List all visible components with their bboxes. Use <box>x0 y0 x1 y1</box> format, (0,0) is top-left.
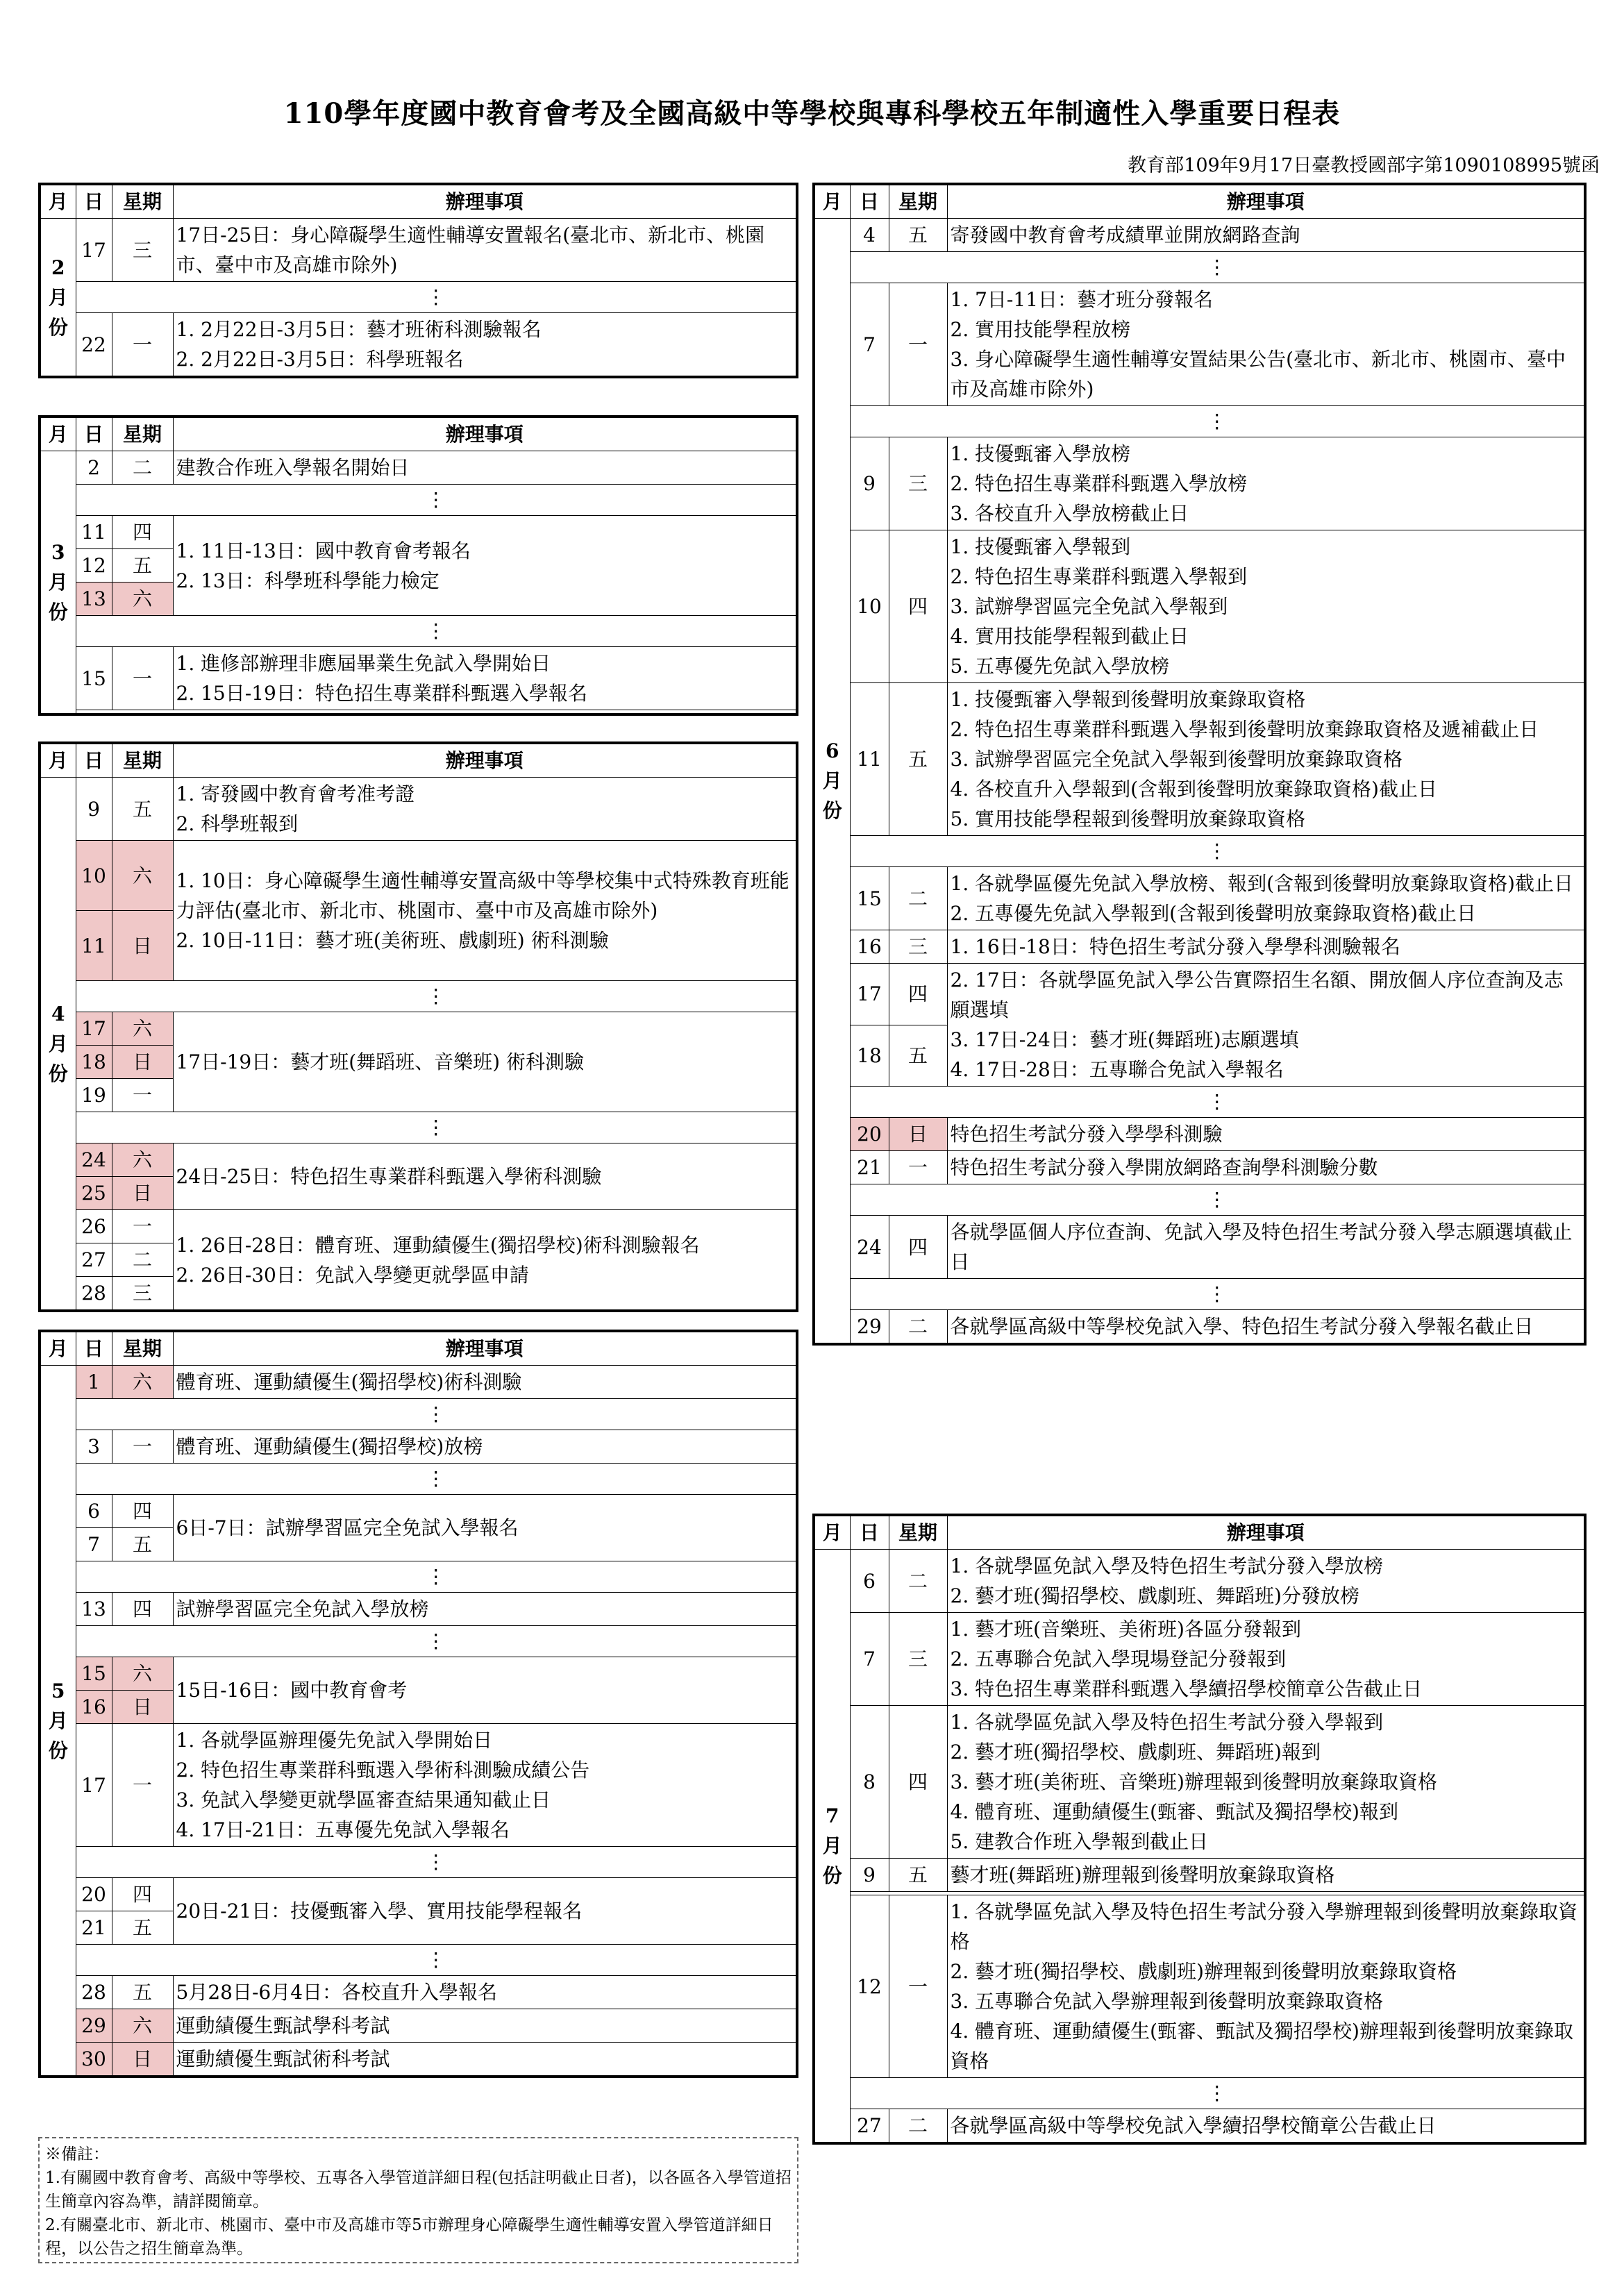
table-row <box>40 1495 797 1528</box>
header-day: 日 <box>76 743 112 778</box>
table-row <box>40 313 797 378</box>
weekday-cell: 六 <box>112 1657 173 1691</box>
header-event: 辦理事項 <box>947 1515 1585 1550</box>
gap-row <box>814 406 1585 437</box>
weekday-cell: 日 <box>112 1177 173 1210</box>
notes-heading: ※備註： <box>45 2145 109 2163</box>
header-month: 月 <box>40 743 76 778</box>
gap-mark: ⋮ <box>76 1847 797 1878</box>
gap-row <box>40 981 797 1012</box>
gap-row <box>40 1399 797 1430</box>
gap-row <box>814 1087 1585 1118</box>
day-cell: 6 <box>76 1495 112 1528</box>
header-day: 日 <box>76 184 112 219</box>
gap-mark: ⋮ <box>850 836 1585 867</box>
weekday-cell: 一 <box>112 1210 173 1243</box>
weekday-cell: 四 <box>112 1495 173 1528</box>
gap-row <box>40 616 797 647</box>
day-cell: 29 <box>76 2009 112 2043</box>
event-cell: 6日-7日：試辦學習區完全免試入學報名 <box>173 1495 797 1561</box>
day-cell: 15 <box>76 1657 112 1691</box>
table-row <box>40 1724 797 1847</box>
gap-row <box>814 836 1585 867</box>
weekday-cell: 一 <box>112 1430 173 1464</box>
weekday-cell: 一 <box>112 647 173 710</box>
table-row <box>814 1216 1585 1279</box>
weekday-cell: 三 <box>889 437 947 530</box>
weekday-cell: 四 <box>889 964 947 1025</box>
table-row <box>40 1143 797 1177</box>
header-day: 日 <box>76 1331 112 1366</box>
table-header <box>40 743 797 778</box>
weekday-cell: 四 <box>889 1706 947 1859</box>
day-cell: 11 <box>76 516 112 549</box>
weekday-cell: 三 <box>889 1613 947 1706</box>
day-cell: 24 <box>850 1216 889 1279</box>
weekday-cell: 六 <box>112 1012 173 1046</box>
day-cell: 17 <box>850 964 889 1025</box>
event-cell: 5月28日-6月4日：各校直升入學報名 <box>173 1976 797 2009</box>
event-cell: 特色招生考試分發入學開放網路查詢學科測驗分數 <box>947 1151 1585 1184</box>
gap-mark: ⋮ <box>76 282 797 313</box>
header-month: 月 <box>40 417 76 451</box>
weekday-cell: 二 <box>889 1550 947 1613</box>
gap-row <box>814 1279 1585 1310</box>
header-weekday: 星期 <box>112 1331 173 1366</box>
table-row <box>40 841 797 911</box>
day-cell: 20 <box>850 1118 889 1151</box>
day-cell: 7 <box>850 283 889 406</box>
gap-mark: ⋮ <box>850 1087 1585 1118</box>
event-cell: 1. 10日：身心障礙學生適性輔導安置高級中等學校集中式特殊教育班能力評估(臺北市、新北市、桃園市、臺中市及高雄市除外) 2. 10日-11日：藝才班(美術班、戲劇班) 術科測驗 <box>173 841 797 981</box>
day-cell: 17 <box>76 1012 112 1046</box>
gap-mark: ⋮ <box>76 1945 797 1976</box>
february-table <box>38 183 798 378</box>
event-cell: 1. 各就學區優先免試入學放榜、報到(含報到後聲明放棄錄取資格)截止日 2. 五專優先免試入學報到(含報到後聲明放棄錄取資格)截止日 <box>947 867 1585 930</box>
day-cell: 3 <box>76 1430 112 1464</box>
table-row <box>40 451 797 485</box>
gap-mark: ⋮ <box>850 1184 1585 1216</box>
weekday-cell: 日 <box>112 911 173 981</box>
weekday-cell: 二 <box>889 1310 947 1345</box>
gap-row <box>40 1561 797 1593</box>
page-title: 110學年度國中教育會考及全國高級中等學校與專科學校五年制適性入學重要日程表 <box>283 97 1341 130</box>
weekday-cell: 四 <box>889 1216 947 1279</box>
day-cell: 15 <box>850 867 889 930</box>
day-cell: 8 <box>850 1706 889 1859</box>
gap-row <box>40 485 797 516</box>
event-cell: 試辦學習區完全免試入學放榜 <box>173 1593 797 1626</box>
weekday-cell: 五 <box>112 778 173 841</box>
event-cell: 17日-25日：身心障礙學生適性輔導安置報名(臺北市、新北市、桃園市、臺中市及高雄市除外) <box>173 219 797 282</box>
day-cell: 7 <box>850 1613 889 1706</box>
weekday-cell: 六 <box>112 841 173 911</box>
table-row <box>40 516 797 549</box>
weekday-cell: 六 <box>112 583 173 616</box>
day-cell: 18 <box>76 1046 112 1079</box>
table-row <box>40 1012 797 1046</box>
header-event: 辦理事項 <box>173 184 797 219</box>
gap-row <box>40 1626 797 1657</box>
day-cell: 12 <box>850 1895 889 2078</box>
gap-row <box>40 1112 797 1143</box>
gap-mark: ⋮ <box>76 1464 797 1495</box>
gap-row <box>40 1847 797 1878</box>
event-cell: 1. 26日-28日：體育班、運動績優生(獨招學校)術科測驗報名 2. 26日-30日：免試入學變更就學區申請 <box>173 1210 797 1312</box>
weekday-cell: 二 <box>112 451 173 485</box>
day-cell: 9 <box>76 778 112 841</box>
gap-row <box>40 1464 797 1495</box>
event-cell: 1. 2月22日-3月5日：藝才班術科測驗報名 2. 2月22日-3月5日：科學班報名 <box>173 313 797 378</box>
event-cell: 1. 各就學區免試入學及特色招生考試分發入學報到 2. 藝才班(獨招學校、戲劇班、舞蹈班)報到 3. 藝才班(美術班、音樂班)辦理報到後聲明放棄錄取資格 4. 體育班、運動績優生(甄審、甄試及獨招學校)報到 5. 建教合作班入學報到截止日 <box>947 1706 1585 1859</box>
table-row <box>40 1976 797 2009</box>
header-month: 月 <box>40 1331 76 1366</box>
header-weekday: 星期 <box>889 184 947 219</box>
table-header <box>814 184 1585 219</box>
event-cell: 1. 寄發國中教育會考准考證 2. 科學班報到 <box>173 778 797 841</box>
day-cell: 10 <box>76 841 112 911</box>
table-header <box>40 184 797 219</box>
event-cell: 運動績優生甄試學科考試 <box>173 2009 797 2043</box>
weekday-cell: 日 <box>112 1691 173 1724</box>
header-weekday: 星期 <box>112 417 173 451</box>
table-header <box>814 1515 1585 1550</box>
july-table <box>812 1514 1587 2145</box>
weekday-cell: 二 <box>889 867 947 930</box>
header-weekday: 星期 <box>112 184 173 219</box>
day-cell: 22 <box>76 313 112 378</box>
weekday-cell: 四 <box>112 1878 173 1911</box>
day-cell: 16 <box>850 930 889 964</box>
weekday-cell: 三 <box>112 1277 173 1312</box>
weekday-cell: 二 <box>889 2109 947 2144</box>
month-label: 3 月 份 <box>40 451 76 715</box>
gap-mark: ⋮ <box>76 1112 797 1143</box>
gap-row <box>814 2078 1585 2109</box>
gap-mark: ⋮ <box>850 1279 1585 1310</box>
gap-filler <box>76 710 797 715</box>
day-cell: 29 <box>850 1310 889 1345</box>
header-event: 辦理事項 <box>947 184 1585 219</box>
weekday-cell: 日 <box>889 1118 947 1151</box>
month-label: 4 月 份 <box>40 778 76 1312</box>
weekday-cell: 日 <box>112 1046 173 1079</box>
day-cell: 21 <box>850 1151 889 1184</box>
event-cell: 2. 17日：各就學區免試入學公告實際招生名額、開放個人序位查詢及志願選填 3. 17日-24日：藝才班(舞蹈班)志願選填 4. 17日-28日：五專聯合免試入學報名 <box>947 964 1585 1087</box>
event-cell: 各就學區高級中等學校免試入學續招學校簡章公告截止日 <box>947 2109 1585 2144</box>
table-row <box>814 283 1585 406</box>
header-month: 月 <box>814 1515 850 1550</box>
event-cell: 17日-19日：藝才班(舞蹈班、音樂班) 術科測驗 <box>173 1012 797 1112</box>
weekday-cell: 一 <box>889 1895 947 2078</box>
weekday-cell: 五 <box>889 683 947 836</box>
table-row <box>814 1151 1585 1184</box>
day-cell: 13 <box>76 583 112 616</box>
weekday-cell: 五 <box>889 219 947 252</box>
weekday-cell: 五 <box>889 1859 947 1892</box>
weekday-cell: 四 <box>112 1593 173 1626</box>
gap-row <box>814 252 1585 283</box>
month-label: 6 月 份 <box>814 219 850 1345</box>
table-header <box>40 417 797 451</box>
event-cell: 寄發國中教育會考成績單並開放網路查詢 <box>947 219 1585 252</box>
day-cell: 12 <box>76 549 112 583</box>
event-cell: 體育班、運動績優生(獨招學校)術科測驗 <box>173 1366 797 1399</box>
weekday-cell: 一 <box>889 1151 947 1184</box>
table-row <box>814 1118 1585 1151</box>
table-row <box>40 1657 797 1691</box>
weekday-cell: 五 <box>112 549 173 583</box>
notes-box <box>38 2137 798 2263</box>
weekday-cell: 五 <box>112 1528 173 1561</box>
day-cell: 10 <box>850 530 889 683</box>
day-cell: 9 <box>850 437 889 530</box>
table-row <box>40 2043 797 2077</box>
gap-row <box>40 1945 797 1976</box>
event-cell: 24日-25日：特色招生專業群科甄選入學術科測驗 <box>173 1143 797 1210</box>
weekday-cell: 五 <box>112 1976 173 2009</box>
weekday-cell: 三 <box>112 219 173 282</box>
event-cell: 運動績優生甄試術科考試 <box>173 2043 797 2077</box>
event-cell: 1. 16日-18日：特色招生考試分發入學學科測驗報名 <box>947 930 1585 964</box>
table-row <box>814 1550 1585 1613</box>
may-table <box>38 1330 798 2078</box>
header-event: 辦理事項 <box>173 417 797 451</box>
day-cell: 4 <box>850 219 889 252</box>
event-cell: 1. 技優甄審入學報到 2. 特色招生專業群科甄選入學報到 3. 試辦學習區完全免試入學報到 4. 實用技能學程報到截止日 5. 五專優先免試入學放榜 <box>947 530 1585 683</box>
weekday-cell: 五 <box>889 1025 947 1087</box>
header-weekday: 星期 <box>112 743 173 778</box>
weekday-cell: 日 <box>112 2043 173 2077</box>
gap-mark: ⋮ <box>76 1561 797 1593</box>
event-cell: 各就學區個人序位查詢、免試入學及特色招生考試分發入學志願選填截止日 <box>947 1216 1585 1279</box>
note-line: 2.有關臺北市、新北市、桃園市、臺中市及高雄市等5市辦理身心障礙學生適性輔導安置入學管道詳細日程，以公告之招生簡章為準。 <box>45 2216 773 2258</box>
table-row <box>814 1310 1585 1345</box>
table-row <box>40 647 797 710</box>
day-cell: 11 <box>76 911 112 981</box>
day-cell: 7 <box>76 1528 112 1561</box>
gap-mark: ⋮ <box>76 616 797 647</box>
day-cell: 21 <box>76 1911 112 1945</box>
event-cell: 1. 藝才班(音樂班、美術班)各區分發報到 2. 五專聯合免試入學現場登記分發報到 3. 特色招生專業群科甄選入學續招學校簡章公告截止日 <box>947 1613 1585 1706</box>
table-row <box>40 1878 797 1911</box>
day-cell: 27 <box>850 2109 889 2144</box>
header-weekday: 星期 <box>889 1515 947 1550</box>
table-row <box>40 1210 797 1243</box>
table-row <box>814 1613 1585 1706</box>
table-row <box>814 964 1585 1025</box>
weekday-cell: 一 <box>112 313 173 378</box>
day-cell: 19 <box>76 1079 112 1112</box>
day-cell: 11 <box>850 683 889 836</box>
event-cell: 20日-21日：技優甄審入學、實用技能學程報名 <box>173 1878 797 1945</box>
table-row <box>40 778 797 841</box>
event-cell: 1. 技優甄審入學報到後聲明放棄錄取資格 2. 特色招生專業群科甄選入學報到後聲明放棄錄取資格及遞補截止日 3. 試辦學習區完全免試入學報到後聲明放棄錄取資格 4. 各校直升入學報到(含報到後聲明放棄錄取資格)截止日 5. 實用技能學程報到後聲明放棄錄取資格 <box>947 683 1585 836</box>
month-label: 2 月 份 <box>40 219 76 378</box>
weekday-cell: 一 <box>112 1724 173 1847</box>
table-row <box>814 530 1585 683</box>
weekday-cell: 四 <box>112 516 173 549</box>
day-cell: 27 <box>76 1243 112 1277</box>
month-label: 7 月 份 <box>814 1550 850 2144</box>
table-row <box>814 1859 1585 1892</box>
day-cell: 13 <box>76 1593 112 1626</box>
table-row <box>40 1430 797 1464</box>
gap-mark: ⋮ <box>76 485 797 516</box>
event-cell: 體育班、運動績優生(獨招學校)放榜 <box>173 1430 797 1464</box>
day-cell: 20 <box>76 1878 112 1911</box>
april-table <box>38 741 798 1312</box>
event-cell: 1. 各就學區辦理優先免試入學開始日 2. 特色招生專業群科甄選入學術科測驗成績公告 3. 免試入學變更就學區審查結果通知截止日 4. 17日-21日：五專優先免試入學報名 <box>173 1724 797 1847</box>
day-cell: 15 <box>76 647 112 710</box>
event-cell: 藝才班(舞蹈班)辦理報到後聲明放棄錄取資格 <box>947 1859 1585 1892</box>
header-month: 月 <box>40 184 76 219</box>
weekday-cell: 一 <box>112 1079 173 1112</box>
weekday-cell: 一 <box>889 283 947 406</box>
day-cell: 1 <box>76 1366 112 1399</box>
gap-mark: ⋮ <box>850 2078 1585 2109</box>
event-cell: 1. 11日-13日：國中教育會考報名 2. 13日：科學班科學能力檢定 <box>173 516 797 616</box>
weekday-cell: 六 <box>112 1143 173 1177</box>
day-cell: 17 <box>76 1724 112 1847</box>
table-row <box>814 683 1585 836</box>
day-cell: 6 <box>850 1550 889 1613</box>
gap-mark: ⋮ <box>76 1399 797 1430</box>
weekday-cell: 三 <box>889 930 947 964</box>
gap-mark: ⋮ <box>76 981 797 1012</box>
day-cell: 28 <box>76 1277 112 1312</box>
event-cell: 1. 技優甄審入學放榜 2. 特色招生專業群科甄選入學放榜 3. 各校直升入學放榜截止日 <box>947 437 1585 530</box>
weekday-cell: 五 <box>112 1911 173 1945</box>
weekday-cell: 六 <box>112 2009 173 2043</box>
header-day: 日 <box>76 417 112 451</box>
event-cell: 特色招生考試分發入學學科測驗 <box>947 1118 1585 1151</box>
day-cell: 2 <box>76 451 112 485</box>
document-number: 教育部109年9月17日臺教授國部字第1090108995號函 <box>1128 155 1600 176</box>
weekday-cell: 二 <box>112 1243 173 1277</box>
gap-mark: ⋮ <box>76 1626 797 1657</box>
table-row <box>814 437 1585 530</box>
table-row <box>814 1895 1585 2078</box>
event-cell: 15日-16日：國中教育會考 <box>173 1657 797 1724</box>
day-cell: 16 <box>76 1691 112 1724</box>
weekday-cell: 六 <box>112 1366 173 1399</box>
event-cell: 1. 7日-11日：藝才班分發報名 2. 實用技能學程放榜 3. 身心障礙學生適性輔導安置結果公告(臺北市、新北市、桃園市、臺中市及高雄市除外) <box>947 283 1585 406</box>
event-cell: 1. 進修部辦理非應屆畢業生免試入學開始日 2. 15日-19日：特色招生專業群科甄選入學報名 <box>173 647 797 710</box>
header-day: 日 <box>850 184 889 219</box>
event-cell: 1. 各就學區免試入學及特色招生考試分發入學辦理報到後聲明放棄錄取資格 2. 藝才班(獨招學校、戲劇班)辦理報到後聲明放棄錄取資格 3. 五專聯合免試入學辦理報到後聲明放棄錄取資格 4. 體育班、運動績優生(甄審、甄試及獨招學校)辦理報到後聲明放棄錄取資格 <box>947 1895 1585 2078</box>
table-row <box>40 1366 797 1399</box>
table-row <box>814 219 1585 252</box>
gap-row <box>40 710 797 715</box>
header-event: 辦理事項 <box>173 743 797 778</box>
day-cell: 17 <box>76 219 112 282</box>
table-row <box>40 1593 797 1626</box>
table-row <box>814 930 1585 964</box>
table-row <box>40 2009 797 2043</box>
event-cell: 1. 各就學區免試入學及特色招生考試分發入學放榜 2. 藝才班(獨招學校、戲劇班、舞蹈班)分發放榜 <box>947 1550 1585 1613</box>
table-row <box>814 2109 1585 2144</box>
gap-row <box>814 1184 1585 1216</box>
day-cell: 25 <box>76 1177 112 1210</box>
table-header <box>40 1331 797 1366</box>
header-event: 辦理事項 <box>173 1331 797 1366</box>
day-cell: 24 <box>76 1143 112 1177</box>
day-cell: 30 <box>76 2043 112 2077</box>
weekday-cell: 四 <box>889 530 947 683</box>
header-day: 日 <box>850 1515 889 1550</box>
march-table <box>38 415 798 716</box>
gap-mark: ⋮ <box>850 252 1585 283</box>
table-row <box>40 219 797 282</box>
note-line: 1.有關國中教育會考、高級中等學校、五專各入學管道詳細日程(包括註明截止日者)，以各區各入學管道招生簡章內容為準，請詳閱簡章。 <box>45 2169 792 2211</box>
header-month: 月 <box>814 184 850 219</box>
event-cell: 各就學區高級中等學校免試入學、特色招生考試分發入學報名截止日 <box>947 1310 1585 1345</box>
month-label: 5 月 份 <box>40 1366 76 2077</box>
day-cell: 9 <box>850 1859 889 1892</box>
event-cell: 建教合作班入學報名開始日 <box>173 451 797 485</box>
table-row <box>814 1706 1585 1859</box>
day-cell: 26 <box>76 1210 112 1243</box>
gap-row <box>40 282 797 313</box>
day-cell: 28 <box>76 1976 112 2009</box>
gap-mark: ⋮ <box>850 406 1585 437</box>
day-cell: 18 <box>850 1025 889 1087</box>
june-table <box>812 183 1587 1346</box>
table-row <box>814 867 1585 930</box>
